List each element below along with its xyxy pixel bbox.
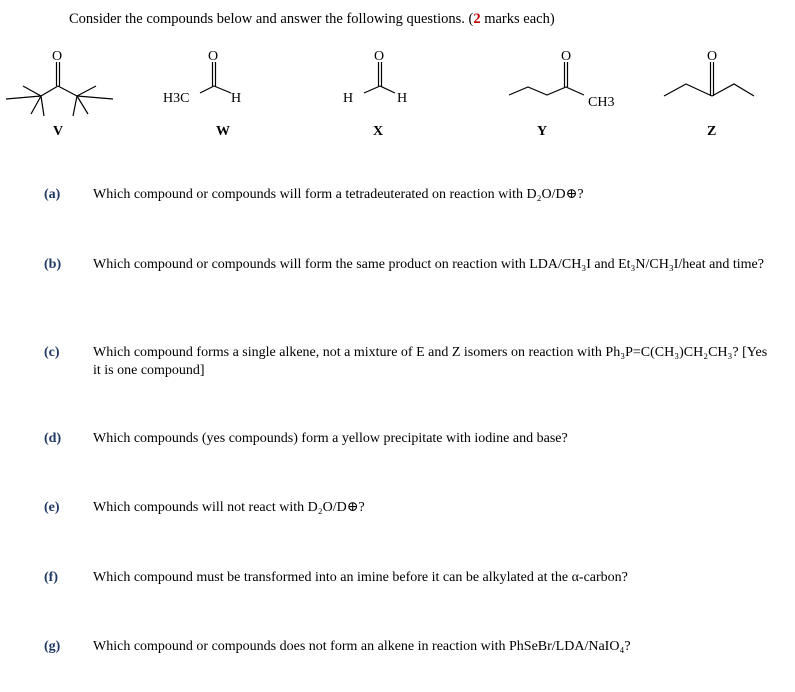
question-label: (f): [44, 570, 58, 585]
x-oxygen: O: [374, 49, 385, 64]
compound-label-y: Y: [537, 124, 548, 139]
compound-label-x: X: [373, 124, 384, 139]
v-oxygen: O: [52, 49, 63, 64]
structure-w: [163, 49, 241, 106]
structure-y: [509, 49, 614, 110]
z-oxygen: O: [707, 49, 718, 64]
compound-label-z: Z: [707, 124, 717, 139]
question-label: (a): [44, 187, 61, 202]
w-oxygen: O: [208, 49, 219, 64]
y-right-group: CH3: [588, 95, 615, 110]
question-label: (b): [44, 257, 62, 272]
w-left-group: H3C: [163, 91, 190, 106]
intro-main: Consider the compounds below and answer the following questions. (: [69, 11, 474, 27]
compound-label-v: V: [53, 124, 64, 139]
y-oxygen: O: [561, 49, 572, 64]
question-text: Which compounds (yes compounds) form a yellow precipitate with iodine and base?: [93, 431, 568, 446]
question-label: (c): [44, 345, 60, 360]
w-right-group: H: [231, 91, 242, 106]
question-text: Which compound forms a single alkene, not a mixture of E and Z isomers on reaction with Ph₃P=C(CH₃)CH₂CH₃? [Yes it is one compound]: [93, 345, 768, 378]
intro-marks-suffix: marks each): [480, 11, 555, 27]
compound-label-w: W: [216, 124, 230, 139]
question-label: (d): [44, 431, 62, 446]
structure-x: [343, 49, 407, 106]
x-left-group: H: [343, 91, 354, 106]
x-right-group: H: [397, 91, 408, 106]
compound-structures: [0, 38, 795, 120]
intro-marks: 2: [473, 11, 481, 27]
question-text: Which compound or compounds does not form an alkene in reaction with PhSeBr/LDA/NaIO₄?: [93, 639, 631, 654]
question-text: Which compound must be transformed into an imine before it can be alkylated at the α-carbon?: [93, 570, 628, 585]
structure-z: [664, 49, 754, 96]
question-text: Which compounds will not react with D₂O/D⊕?: [93, 500, 365, 515]
structure-v: [6, 49, 113, 116]
question-text: Which compound or compounds will form a tetradeuterated on reaction with D₂O/D⊕?: [93, 187, 584, 202]
intro-text: [69, 11, 555, 28]
question-label: (e): [44, 500, 60, 515]
question-label: (g): [44, 639, 61, 654]
question-text: Which compound or compounds will form the same product on reaction with LDA/CH₃I and Et₃N/CH₃I/heat and time?: [93, 257, 764, 272]
